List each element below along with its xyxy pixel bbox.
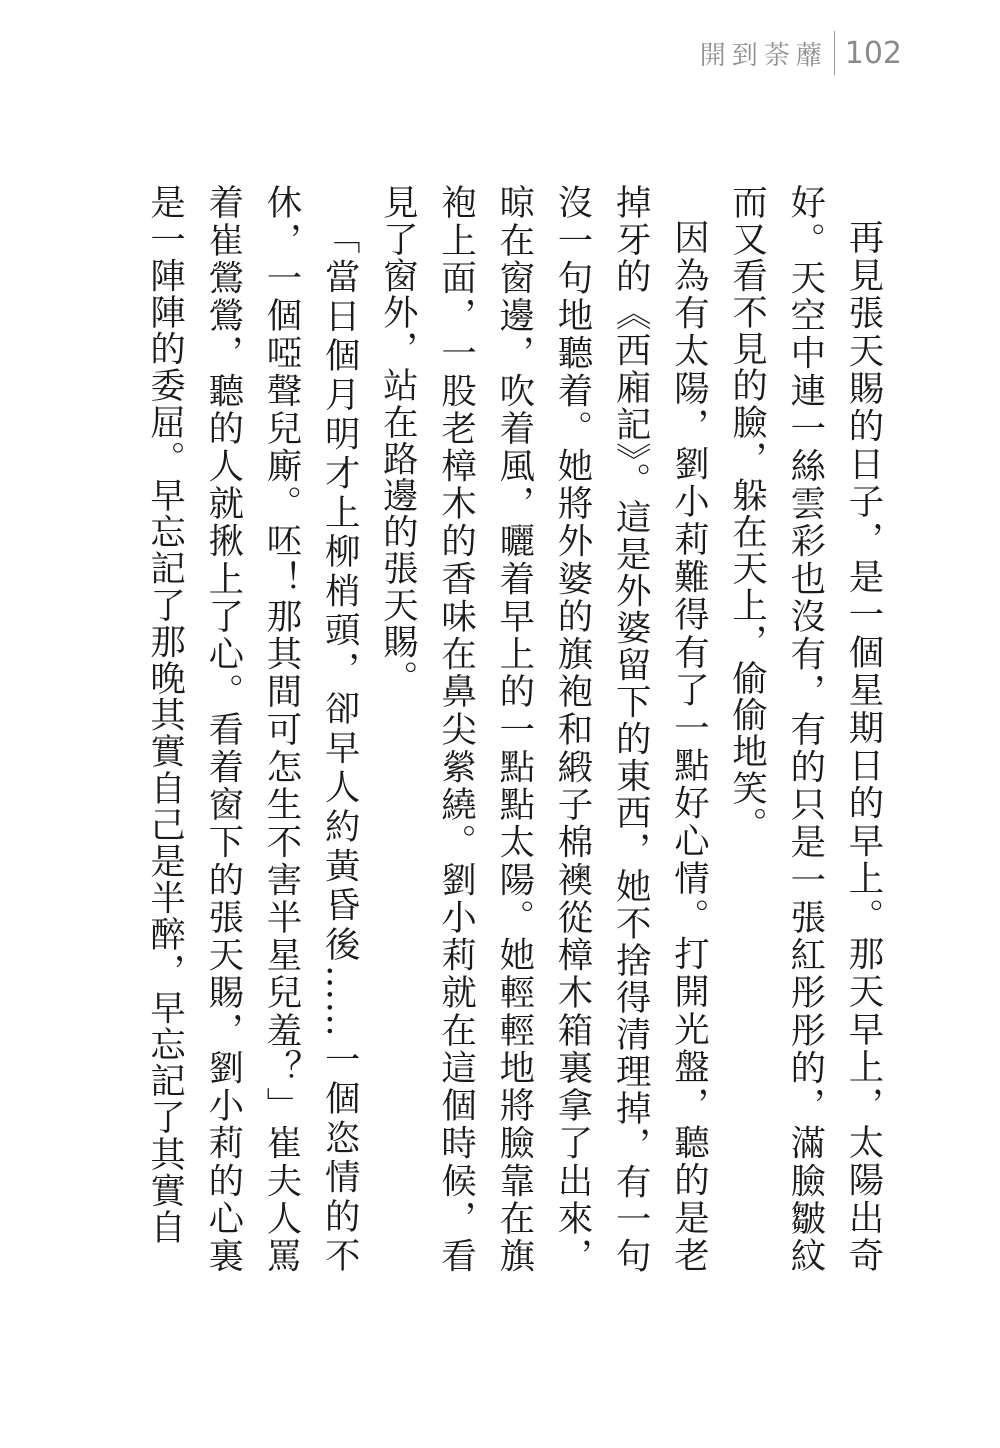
paragraph-2: 因為有太陽，劉小莉難得有了一點好心情。打開光盤，聽的是老掉牙的《西廂記》。這是外婆留下的東西，她不捨得清理掉，有一句沒一句地聽着。她將外婆的旗袍和緞子棉襖從樟木箱裏拿了出來，晾在窗邊，吹着風，曬着早上的一點點太陽。她輕輕地將臉靠在旗袍上面，一股老樟木的香味在鼻尖縈繞。劉小莉就在這個時候，看見了窗外，站在路邊的張天賜。 (377, 184, 710, 1274)
paragraph-1: 再見張天賜的日子，是一個星期日的早上。那天早上，太陽出奇好。天空中連一絲雲彩也沒有，有的只是一張紅彤彤的，滿臉皺紋而又看不見的臉，躲在天上，偷偷地笑。 (726, 184, 884, 1274)
page-number: 102 (844, 35, 902, 71)
header-divider (834, 31, 835, 75)
paragraph-3: 「當日個月明才上柳梢頭，卻早人約黃昏後……一個恣情的不休，一個啞聲兒廝。呸！那其間可怎生不害半星兒羞？」崔夫人罵着崔鶯鶯，聽的人就揪上了心。看着窗下的張天賜，劉小莉的心裏是一陣陣的委屈。早忘記了那晚其實自己是半醉，早忘記了其實自 (144, 184, 361, 1274)
vertical-text-body (144, 184, 892, 1274)
book-title: 開到荼蘼 (699, 40, 828, 71)
running-header (700, 30, 902, 76)
